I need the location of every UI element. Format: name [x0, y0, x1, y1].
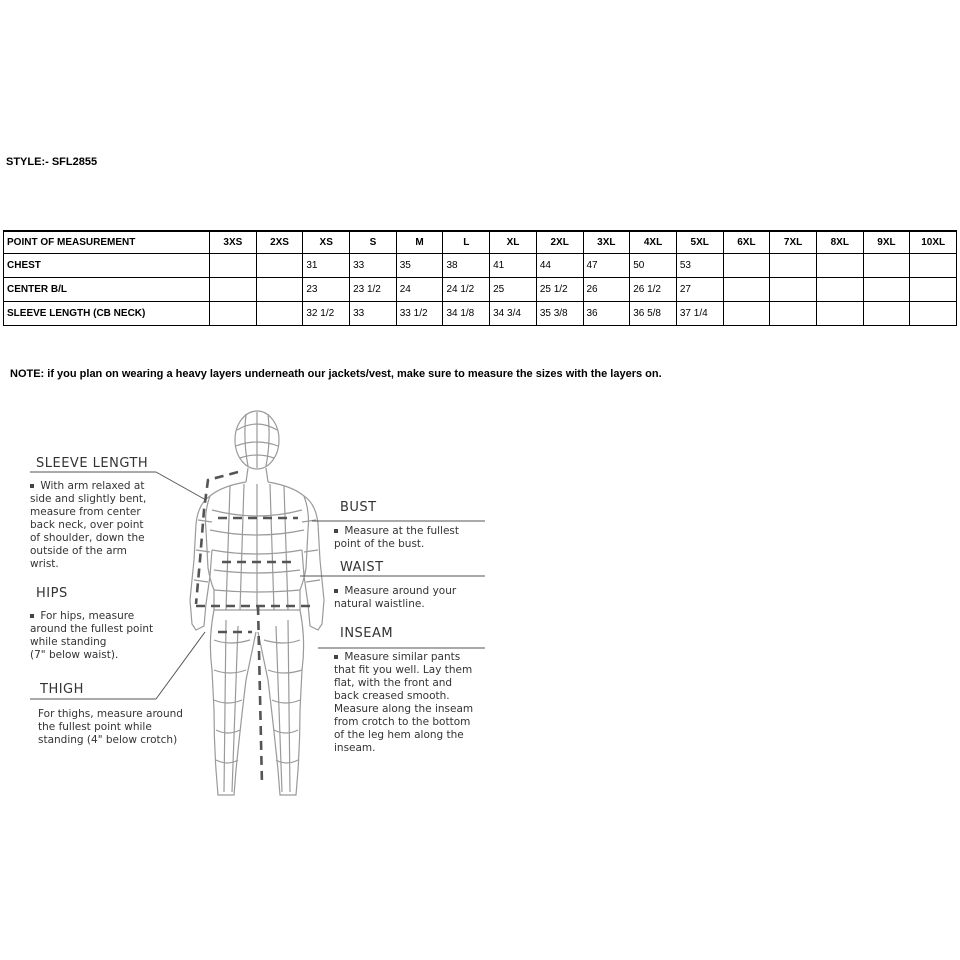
header-point-of-measurement: POINT OF MEASUREMENT [4, 231, 210, 254]
header-size: 3XL [583, 231, 630, 254]
measurement-cell: 23 [303, 278, 350, 302]
bust-line: Measure at the fullest [344, 525, 459, 537]
measurement-cell: 38 [443, 254, 490, 278]
measurement-cell [210, 254, 257, 278]
sleeve-line: side and slightly bent, [30, 493, 147, 505]
measurement-cell: 31 [303, 254, 350, 278]
measurement-cell [910, 254, 957, 278]
waist-line: Measure around your [344, 585, 457, 597]
header-size: 4XL [630, 231, 677, 254]
measurement-cell: 50 [630, 254, 677, 278]
measurement-cell: 25 1/2 [536, 278, 583, 302]
row-label: CHEST [4, 254, 210, 278]
measurement-cell: 24 1/2 [443, 278, 490, 302]
measurement-cell [210, 278, 257, 302]
header-size: 6XL [723, 231, 770, 254]
header-size: 8XL [816, 231, 863, 254]
header-size: 10XL [910, 231, 957, 254]
inseam-line: Measure similar pants [344, 651, 461, 663]
bust-line: point of the bust. [334, 538, 425, 550]
measurement-cell [816, 254, 863, 278]
measurement-cell: 32 1/2 [303, 302, 350, 326]
measurement-cell [723, 278, 770, 302]
bullet-icon [334, 529, 338, 533]
measurement-cell [770, 278, 817, 302]
measurement-cell [723, 302, 770, 326]
row-label: SLEEVE LENGTH (CB NECK) [4, 302, 210, 326]
header-size: 5XL [676, 231, 723, 254]
header-size: 2XS [256, 231, 303, 254]
header-size: 3XS [210, 231, 257, 254]
inseam-line: back creased smooth. [334, 690, 450, 702]
header-size: L [443, 231, 490, 254]
thigh-title: THIGH [40, 682, 84, 697]
hips-text [30, 610, 153, 662]
hips-line: (7" below waist). [30, 649, 119, 661]
measurement-cell: 27 [676, 278, 723, 302]
measurement-cell [863, 254, 910, 278]
waist-text [334, 585, 456, 611]
measurement-cell: 24 [396, 278, 443, 302]
measurement-cell [816, 302, 863, 326]
measurement-cell [256, 302, 303, 326]
measurement-cell: 26 [583, 278, 630, 302]
inseam-title: INSEAM [340, 626, 394, 641]
bullet-icon [30, 484, 34, 488]
measurement-cell: 33 [350, 254, 397, 278]
thigh-line: standing (4" below crotch) [38, 734, 178, 746]
inseam-line: of the leg hem along the [334, 729, 464, 741]
measurement-cell: 33 1/2 [396, 302, 443, 326]
measurement-cell [770, 254, 817, 278]
header-size: XS [303, 231, 350, 254]
measurement-cell [770, 302, 817, 326]
sleeve-line: back neck, over point [30, 519, 144, 531]
bust-text [334, 525, 459, 551]
table-row [4, 302, 957, 326]
measurement-cell: 53 [676, 254, 723, 278]
measurement-cell: 33 [350, 302, 397, 326]
sleeve-line: of shoulder, down the [30, 532, 145, 544]
measurement-cell: 34 3/4 [490, 302, 537, 326]
measurement-cell: 44 [536, 254, 583, 278]
bullet-icon [30, 614, 34, 618]
thigh-line: the fullest point while [38, 721, 152, 733]
inseam-line: that fit you well. Lay them [334, 664, 473, 676]
row-label: CENTER B/L [4, 278, 210, 302]
measurement-cell: 35 [396, 254, 443, 278]
measurement-cell [256, 278, 303, 302]
measurement-cell: 37 1/4 [676, 302, 723, 326]
measurement-cell: 36 5/8 [630, 302, 677, 326]
hips-line: around the fullest point [30, 623, 154, 635]
layering-note: NOTE: if you plan on wearing a heavy layers underneath our jackets/vest, make sure to measure the sizes with the layers on. [10, 368, 662, 380]
header-size: XL [490, 231, 537, 254]
measurement-cell: 35 3/8 [536, 302, 583, 326]
inseam-line: flat, with the front and [334, 677, 453, 689]
header-size: 2XL [536, 231, 583, 254]
inseam-line: inseam. [334, 742, 376, 754]
measurement-cell [816, 278, 863, 302]
table-header-row [4, 231, 957, 254]
header-size: 9XL [863, 231, 910, 254]
hips-line: while standing [30, 636, 107, 648]
inseam-line: from crotch to the bottom [334, 716, 471, 728]
thigh-line: For thighs, measure around [38, 708, 183, 720]
measurement-cell: 34 1/8 [443, 302, 490, 326]
sleeve-line: measure from center [30, 506, 141, 518]
inseam-line: Measure along the inseam [334, 703, 474, 715]
sleeve-line: With arm relaxed at [40, 480, 145, 492]
sleeve-line: outside of the arm [30, 545, 127, 557]
hips-title: HIPS [36, 586, 68, 601]
header-size: 7XL [770, 231, 817, 254]
measurement-cell [863, 302, 910, 326]
measurement-cell: 23 1/2 [350, 278, 397, 302]
bust-title: BUST [340, 500, 377, 515]
measurement-cell: 26 1/2 [630, 278, 677, 302]
waist-title: WAIST [340, 560, 384, 575]
sleeve-length-title: SLEEVE LENGTH [36, 456, 149, 471]
measurement-cell [723, 254, 770, 278]
bullet-icon [334, 589, 338, 593]
inseam-text [334, 651, 473, 755]
measurement-cell: 47 [583, 254, 630, 278]
header-size: S [350, 231, 397, 254]
measurement-cell [863, 278, 910, 302]
waist-line: natural waistline. [334, 598, 425, 610]
measurement-cell: 36 [583, 302, 630, 326]
table-row [4, 254, 957, 278]
hips-line: For hips, measure [40, 610, 135, 622]
measurement-cell [910, 302, 957, 326]
measurement-cell: 41 [490, 254, 537, 278]
sleeve-line: wrist. [30, 558, 59, 570]
header-size: M [396, 231, 443, 254]
measurement-cell: 25 [490, 278, 537, 302]
size-chart-table [3, 230, 957, 326]
table-row [4, 278, 957, 302]
measurement-cell [910, 278, 957, 302]
thigh-text [38, 708, 183, 747]
bullet-icon [334, 655, 338, 659]
measurement-cell [256, 254, 303, 278]
measurement-guide [0, 400, 960, 820]
style-number: STYLE:- SFL2855 [6, 156, 98, 168]
measurement-cell [210, 302, 257, 326]
sleeve-length-text [30, 480, 146, 571]
